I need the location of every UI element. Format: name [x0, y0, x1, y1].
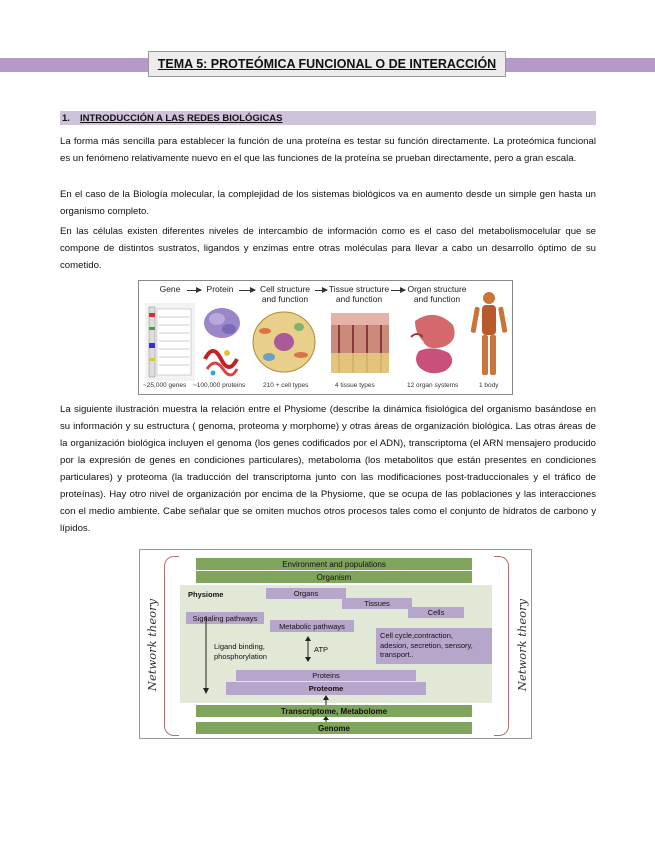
section-number: 1. [62, 112, 70, 124]
stage-organ: Organ structure and function [407, 284, 467, 304]
right-bracket [494, 556, 509, 736]
organ-image [405, 307, 463, 377]
organism-bar: Organism [196, 571, 472, 583]
left-bracket [164, 556, 179, 736]
chromosome-image [145, 303, 195, 381]
gene-to-body-figure [138, 280, 513, 395]
caption-body: 1 body [479, 382, 499, 389]
network-theory-diagram [139, 549, 532, 739]
stage-gene: Gene [159, 284, 181, 294]
physiome-label: Physiome [188, 590, 224, 599]
section-title: INTRODUCCIÓN A LAS REDES BIOLÓGICAS [80, 112, 283, 124]
proteins-box: Proteins [236, 670, 416, 681]
environment-bar: Environment and populations [196, 558, 472, 570]
tissue-image [329, 307, 391, 377]
cell-image [251, 307, 317, 377]
caption-tissue-types: 4 tissue types [335, 382, 375, 389]
ligand-binding-label: Ligand binding, phosphorylation [214, 642, 267, 661]
network-theory-label-left: Network theory [145, 598, 160, 692]
page-title: TEMA 5: PROTEÓMICA FUNCIONAL O DE INTERACCIÓN [148, 51, 506, 77]
paragraph-3: En las células existen diferentes niveles de intercambio de información como es el caso del metabolismocelular que se compone de distintos sustratos, ligandos y enzimas entre otras moléculas para llevar a cabo un desarrollo óptimo de su cometido. [60, 226, 596, 271]
network-theory-label-right: Network theory [515, 598, 530, 692]
stage-cell: Cell structure and function [259, 284, 311, 304]
metabolic-pathways-box: Metabolic pathways [270, 620, 354, 632]
caption-organ-systems: 12 organ systems [407, 382, 459, 389]
organs-box: Organs [266, 588, 346, 599]
cell-cycle-box: Cell cycle,contraction, adesion, secretion, sensory, transport.. [376, 628, 492, 664]
caption-proteins: ~100,000 proteins [193, 382, 246, 389]
stage-protein: Protein [206, 284, 234, 294]
caption-genes: ~25,000 genes [143, 382, 187, 389]
arrow-right-icon [187, 290, 201, 291]
atp-arrow-icon [304, 636, 312, 662]
human-body-image [469, 289, 509, 381]
paragraph-1: La forma más sencilla para establecer la función de una proteína es testar su función directamente. La proteómica funcional es un fenómeno relativamente nuevo en el que las funciones de la proteína se prueban directamente, pero a gran escala. [60, 136, 596, 164]
cells-box: Cells [408, 607, 464, 618]
paragraph-4: La siguiente ilustración muestra la relación entre el Physiome (describe la dinámica fisiológica del organismo basándose en su información y su estructura ( genoma, proteoma y morphome) y otras áreas de organización biológica. Las otras áreas de la organización biológica incluyen el genoma (los genes codificados por el ADN), transcriptoma (el ARN mensajero producido por la expresión de genes en condiciones particulares), metaboloma (los metabolitos que están presentes en condiciones particulares) y proteoma (la traducción del transcriptoma junto con las modificaciones post-traduccionales y el tráfico de proteínas). Hay otro nivel de organización por encima de la Physiome, que se ocupa de las poblaciones y las interacciones con el medio ambiente. Cabe señalar que se omiten muchos otros procesos tales como el conjunto de hidratos de carbono y lípidos. [60, 404, 596, 534]
protein-structure-image [197, 303, 247, 381]
genome-bar: Genome [196, 722, 472, 734]
down-arrow-icon [202, 616, 210, 696]
paragraph-2: En el caso de la Biología molecular, la complejidad de los sistemas biológicos va en aumento desde un simple gen hasta un organismo completo. [60, 189, 596, 217]
tissues-box: Tissues [342, 598, 412, 609]
atp-label: ATP [314, 645, 329, 654]
proteome-box: Proteome [226, 682, 426, 695]
caption-cell-types: 210 + cell types [263, 382, 309, 389]
section-heading [60, 111, 596, 125]
stage-tissue: Tissue structure and function [328, 284, 390, 304]
transcriptome-bar: Transcriptome, Metabolome [196, 705, 472, 717]
signaling-pathways-box: Signaling pathways [186, 612, 264, 624]
